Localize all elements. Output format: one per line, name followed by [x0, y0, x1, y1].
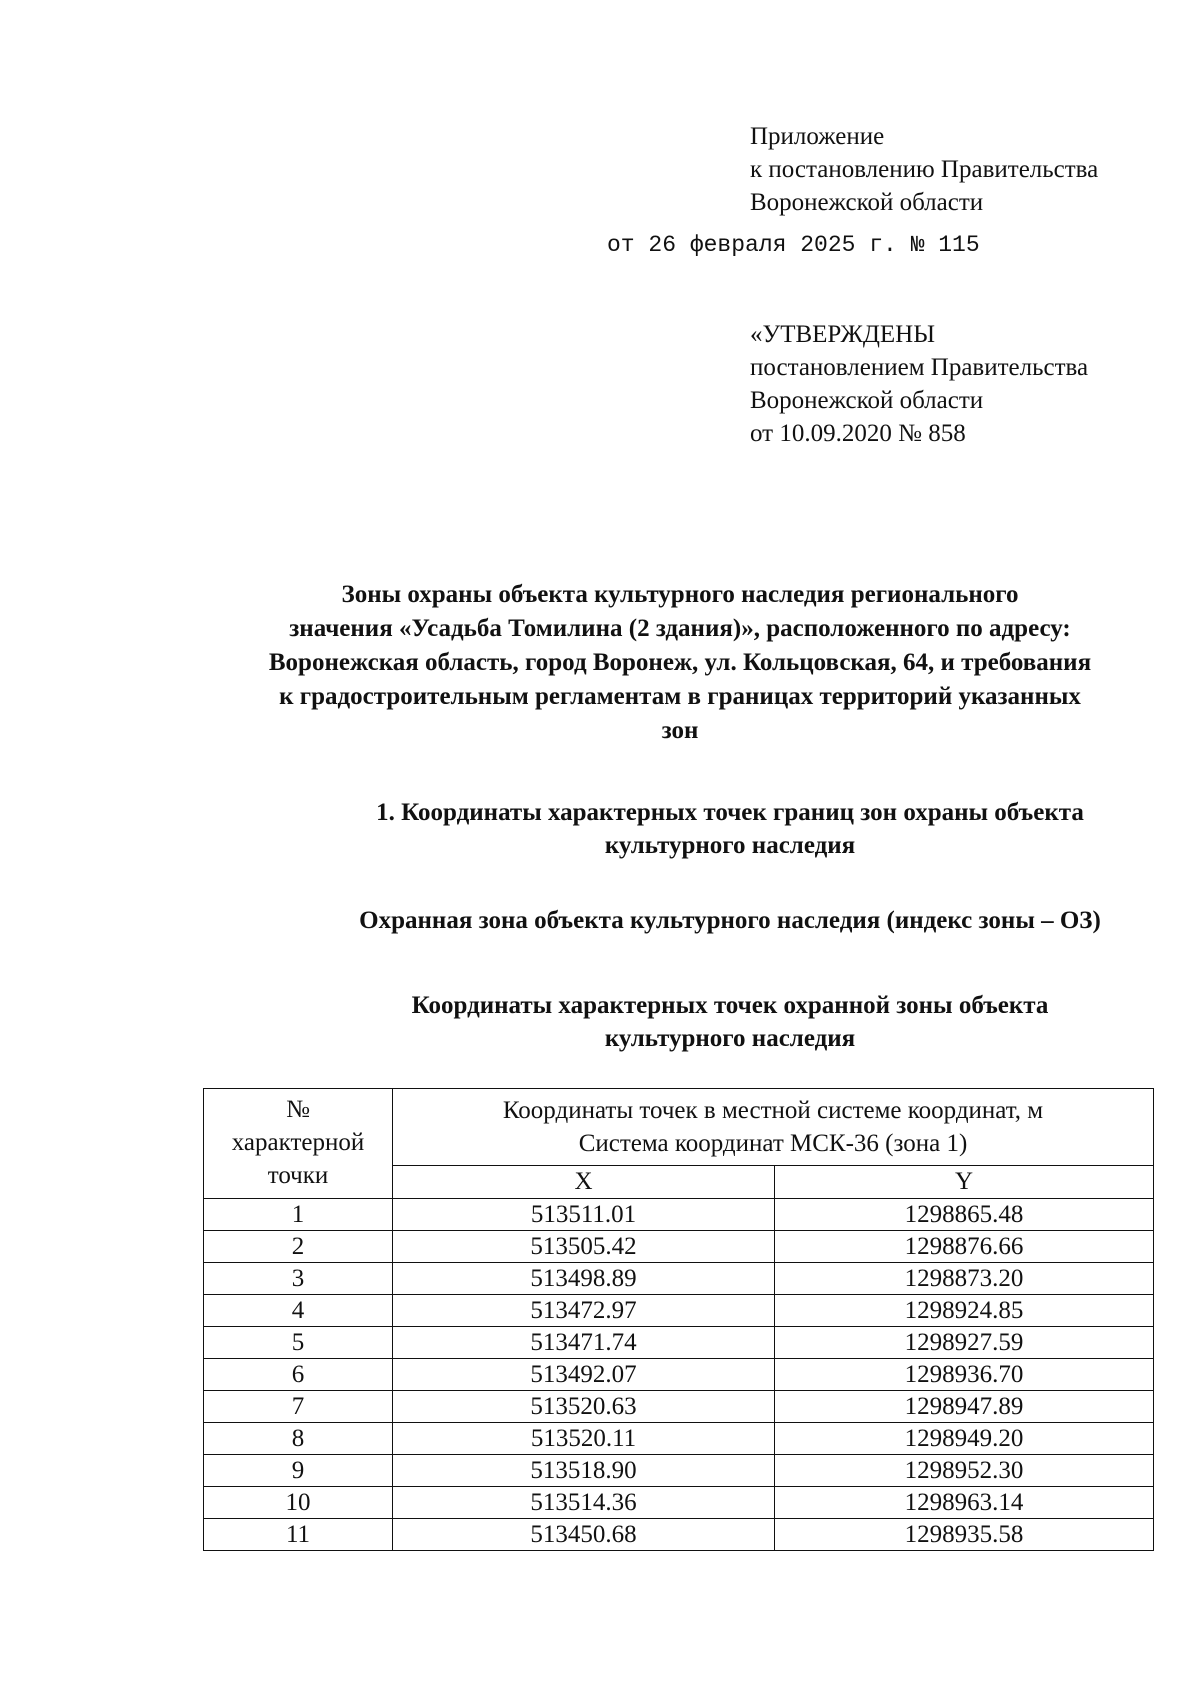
header-point-line: точки [267, 1162, 329, 1189]
title-line: Воронежская область, город Воронеж, ул. Кольцовская, 64, и требования [268, 649, 1092, 676]
appendix-line: к постановлению Правительства [750, 156, 1099, 183]
table-body [204, 1199, 1154, 1551]
table-row [204, 1455, 1154, 1487]
x-coordinate-cell: 513511.01 [393, 1199, 775, 1231]
point-number-cell: 11 [204, 1519, 393, 1551]
table-row [204, 1327, 1154, 1359]
approval-block [750, 318, 1088, 450]
table-row [204, 1295, 1154, 1327]
x-coordinate-cell: 513471.74 [393, 1327, 775, 1359]
point-number-cell: 7 [204, 1391, 393, 1423]
x-coordinate-cell: 513518.90 [393, 1455, 775, 1487]
table-row [204, 1199, 1154, 1231]
y-coordinate-cell: 1298947.89 [775, 1391, 1154, 1423]
header-system-line: Система координат МСК-36 (зона 1) [578, 1130, 968, 1157]
document-title [180, 578, 1180, 748]
y-coordinate-cell: 1298873.20 [775, 1263, 1154, 1295]
x-coordinate-cell: 513505.42 [393, 1231, 775, 1263]
y-coordinate-cell: 1298952.30 [775, 1455, 1154, 1487]
point-number-cell: 2 [204, 1231, 393, 1263]
table-row [204, 1423, 1154, 1455]
caption-line: Координаты характерных точек охранной зоны объекта [411, 992, 1049, 1019]
header-x: X [393, 1166, 775, 1199]
y-coordinate-cell: 1298924.85 [775, 1295, 1154, 1327]
x-coordinate-cell: 513520.63 [393, 1391, 775, 1423]
point-number-cell: 1 [204, 1199, 393, 1231]
y-coordinate-cell: 1298927.59 [775, 1327, 1154, 1359]
table-row [204, 1519, 1154, 1551]
table-row [204, 1391, 1154, 1423]
point-number-cell: 4 [204, 1295, 393, 1327]
section-heading [280, 796, 1180, 862]
x-coordinate-cell: 513514.36 [393, 1487, 775, 1519]
title-line: к градостроительным регламентам в границах территорий указанных [279, 683, 1081, 710]
title-line: зон [661, 717, 699, 744]
x-coordinate-cell: 513498.89 [393, 1263, 775, 1295]
title-line: Зоны охраны объекта культурного наследия регионального [341, 581, 1019, 608]
point-number-cell: 8 [204, 1423, 393, 1455]
approval-line: «УТВЕРЖДЕНЫ [750, 321, 936, 348]
point-number-cell: 6 [204, 1359, 393, 1391]
table-row [204, 1487, 1154, 1519]
header-point-line: № [286, 1096, 310, 1123]
approval-line: от 10.09.2020 № 858 [750, 420, 966, 447]
zone-heading: Охранная зона объекта культурного наследия (индекс зоны – ОЗ) [359, 907, 1101, 934]
section-line: 1. Координаты характерных точек границ зон охраны объекта [376, 799, 1084, 826]
appendix-line: Воронежской области [750, 189, 984, 216]
title-line: значения «Усадьба Томилина (2 здания)», расположенного по адресу: [289, 615, 1071, 642]
x-coordinate-cell: 513472.97 [393, 1295, 775, 1327]
approval-line: Воронежской области [750, 387, 984, 414]
point-number-cell: 9 [204, 1455, 393, 1487]
section-line: культурного наследия [604, 832, 856, 859]
caption-line: культурного наследия [604, 1025, 856, 1052]
header-point-line: характерной [231, 1129, 365, 1156]
y-coordinate-cell: 1298865.48 [775, 1199, 1154, 1231]
point-number-cell: 3 [204, 1263, 393, 1295]
table-row [204, 1359, 1154, 1391]
header-y: Y [775, 1166, 1154, 1199]
y-coordinate-cell: 1298935.58 [775, 1519, 1154, 1551]
x-coordinate-cell: 513492.07 [393, 1359, 775, 1391]
table-caption [330, 989, 1130, 1055]
y-coordinate-cell: 1298936.70 [775, 1359, 1154, 1391]
table-row [204, 1231, 1154, 1263]
header-coordinate-system [393, 1089, 1154, 1166]
y-coordinate-cell: 1298949.20 [775, 1423, 1154, 1455]
appendix-block [750, 120, 1098, 219]
approval-line: постановлением Правительства [750, 354, 1089, 381]
header-point-number [204, 1089, 393, 1199]
point-number-cell: 5 [204, 1327, 393, 1359]
y-coordinate-cell: 1298963.14 [775, 1487, 1154, 1519]
point-number-cell: 10 [204, 1487, 393, 1519]
decree-reference: от 26 февраля 2025 г. № 115 [607, 232, 980, 258]
x-coordinate-cell: 513520.11 [393, 1423, 775, 1455]
y-coordinate-cell: 1298876.66 [775, 1231, 1154, 1263]
header-system-line: Координаты точек в местной системе координат, м [502, 1097, 1044, 1124]
coordinates-table [203, 1088, 1154, 1551]
table-row [204, 1263, 1154, 1295]
appendix-line: Приложение [750, 123, 885, 150]
x-coordinate-cell: 513450.68 [393, 1519, 775, 1551]
